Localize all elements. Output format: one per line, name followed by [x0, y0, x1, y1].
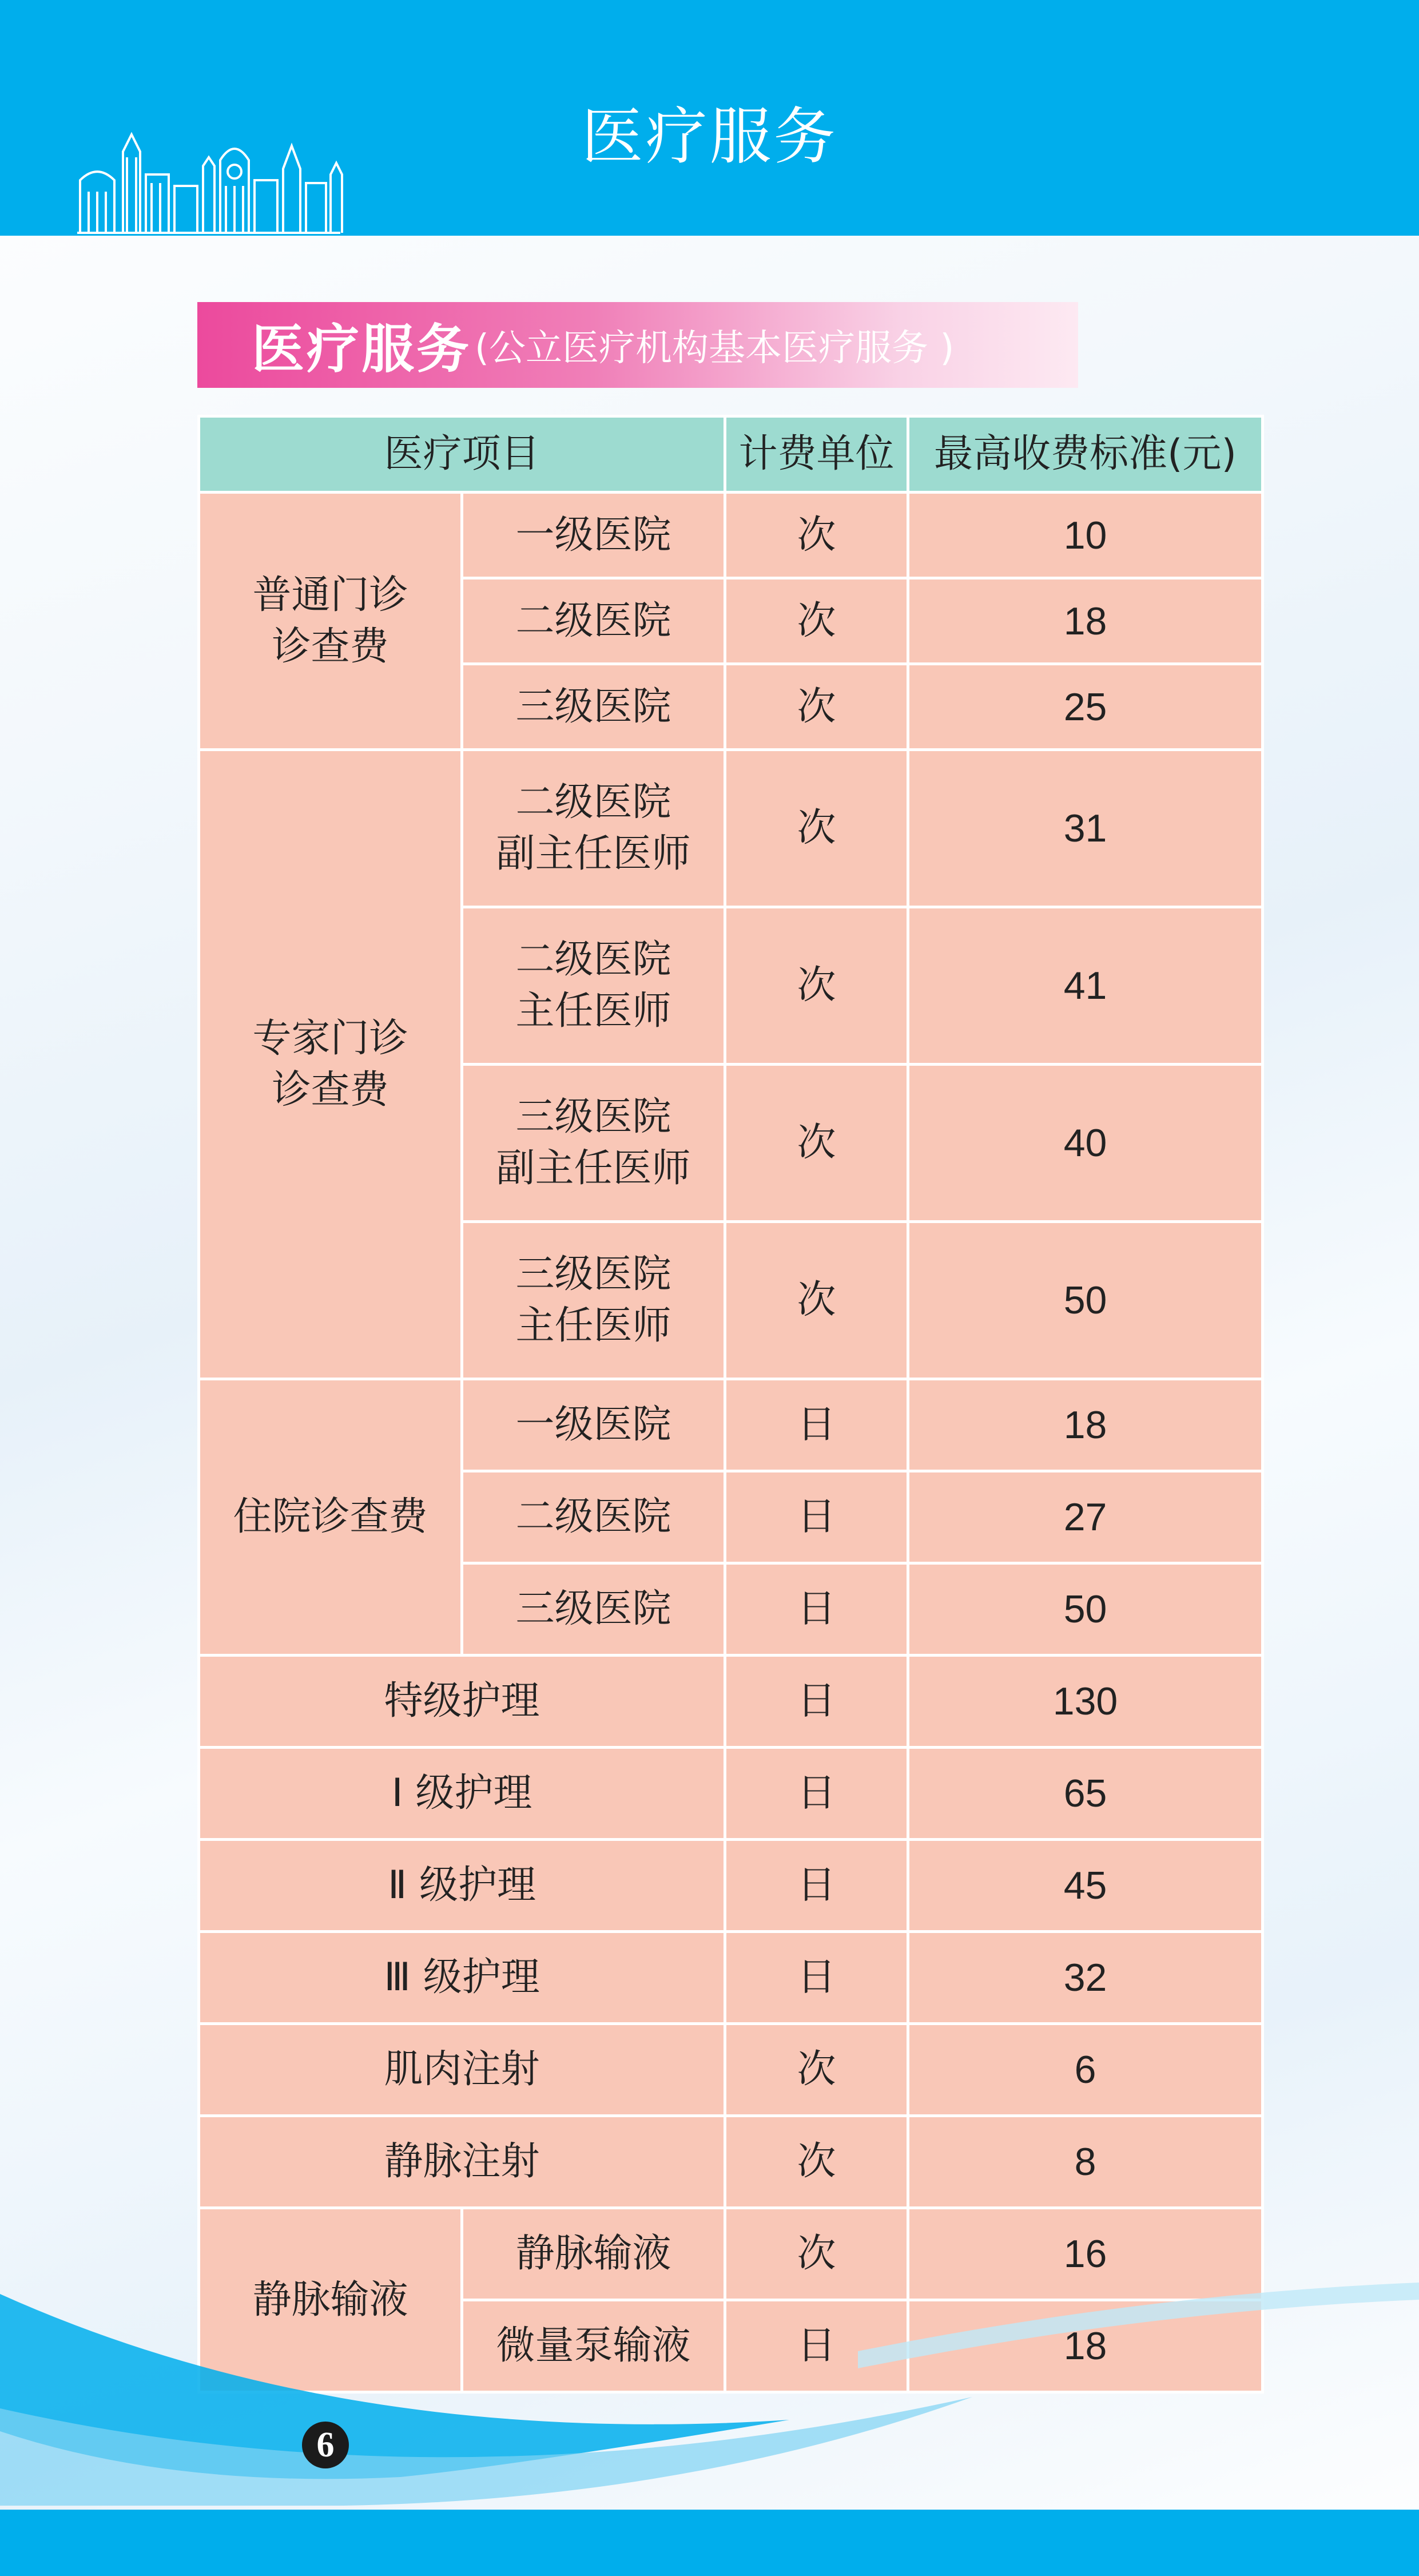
price-cell: 41 [908, 907, 1263, 1065]
unit-cell: 次 [725, 2116, 908, 2208]
level-line: 三级医院 [515, 1252, 671, 1297]
table-row [199, 493, 1263, 578]
table-row [199, 1656, 1263, 1748]
group-expert-name [199, 750, 462, 1379]
price-cell: 18 [908, 2300, 1263, 2392]
level-cell: 二级医院 [462, 578, 725, 664]
level-line: 二级医院 [515, 780, 671, 825]
price-cell: 16 [908, 2208, 1263, 2300]
section-subtitle: (公立医疗机构基本医疗服务 ) [475, 327, 955, 370]
price-cell: 50 [908, 1563, 1263, 1656]
level-cell: 一级医院 [462, 1379, 725, 1471]
price-cell: 27 [908, 1471, 1263, 1563]
section-title: 医疗服务 [252, 319, 472, 380]
header-item: 医疗项目 [199, 416, 725, 493]
table-row [199, 1379, 1263, 1471]
level-cell [462, 907, 725, 1065]
unit-cell: 日 [725, 1379, 908, 1471]
price-cell: 40 [908, 1065, 1263, 1222]
table-row [199, 1748, 1263, 1840]
level-line: 副主任医师 [496, 831, 691, 876]
price-cell: 10 [908, 493, 1263, 578]
unit-cell: 日 [725, 1932, 908, 2024]
unit-cell: 次 [725, 907, 908, 1065]
page-number: 6 [302, 2422, 349, 2468]
level-cell: 二级医院 [462, 1471, 725, 1563]
group-name-line: 专家门诊 [252, 1015, 408, 1061]
bottom-banner [0, 2510, 1419, 2576]
group-inpatient-name: 住院诊查费 [199, 1379, 462, 1656]
level-cell: 三级医院 [462, 1563, 725, 1656]
group-name-line: 普通门诊 [252, 572, 408, 618]
unit-cell: 日 [725, 2300, 908, 2392]
unit-cell: 日 [725, 1840, 908, 1932]
item-cell: Ⅲ 级护理 [199, 1932, 725, 2024]
decorative-waves [0, 2260, 1419, 2511]
level-cell: 三级医院 [462, 664, 725, 750]
fee-table [197, 415, 1264, 2394]
group-name-line: 诊查费 [272, 1067, 389, 1113]
unit-cell: 次 [725, 664, 908, 750]
unit-cell: 次 [725, 750, 908, 907]
price-cell: 6 [908, 2024, 1263, 2116]
price-cell: 45 [908, 1840, 1263, 1932]
header-price: 最高收费标准(元) [908, 416, 1263, 493]
item-cell: 静脉注射 [199, 2116, 725, 2208]
table-row [199, 2116, 1263, 2208]
price-cell: 18 [908, 578, 1263, 664]
section-title-bar [197, 302, 1078, 388]
table-row [199, 1932, 1263, 2024]
unit-cell: 次 [725, 1222, 908, 1379]
level-cell: 一级医院 [462, 493, 725, 578]
level-cell [462, 750, 725, 907]
item-cell: Ⅱ 级护理 [199, 1840, 725, 1932]
table-row [199, 2024, 1263, 2116]
unit-cell: 次 [725, 493, 908, 578]
unit-cell: 日 [725, 1471, 908, 1563]
level-cell: 微量泵输液 [462, 2300, 725, 2392]
level-line: 主任医师 [515, 989, 671, 1034]
level-line: 主任医师 [515, 1303, 671, 1348]
unit-cell: 次 [725, 578, 908, 664]
unit-cell: 次 [725, 2024, 908, 2116]
group-infusion-name: 静脉输液 [199, 2208, 462, 2392]
level-cell [462, 1065, 725, 1222]
unit-cell: 日 [725, 1748, 908, 1840]
group-name-line: 诊查费 [272, 624, 389, 669]
unit-cell: 次 [725, 1065, 908, 1222]
header-unit: 计费单位 [725, 416, 908, 493]
item-cell: 肌肉注射 [199, 2024, 725, 2116]
level-cell: 静脉输液 [462, 2208, 725, 2300]
item-cell: Ⅰ 级护理 [199, 1748, 725, 1840]
group-general-name [199, 493, 462, 750]
price-cell: 50 [908, 1222, 1263, 1379]
price-cell: 18 [908, 1379, 1263, 1471]
price-cell: 32 [908, 1932, 1263, 2024]
unit-cell: 次 [725, 2208, 908, 2300]
price-cell: 25 [908, 664, 1263, 750]
item-cell: 特级护理 [199, 1656, 725, 1748]
unit-cell: 日 [725, 1656, 908, 1748]
top-banner [0, 0, 1419, 236]
level-line: 二级医院 [515, 937, 671, 982]
level-cell [462, 1222, 725, 1379]
page-header-title: 医疗服务 [581, 101, 838, 173]
price-cell: 130 [908, 1656, 1263, 1748]
price-cell: 65 [908, 1748, 1263, 1840]
price-cell: 31 [908, 750, 1263, 907]
level-line: 副主任医师 [496, 1146, 691, 1191]
table-row [199, 750, 1263, 907]
level-line: 三级医院 [515, 1094, 671, 1140]
table-row [199, 1840, 1263, 1932]
price-cell: 8 [908, 2116, 1263, 2208]
table-header-row [199, 416, 1263, 493]
unit-cell: 日 [725, 1563, 908, 1656]
fee-table-wrapper [197, 415, 1261, 2394]
